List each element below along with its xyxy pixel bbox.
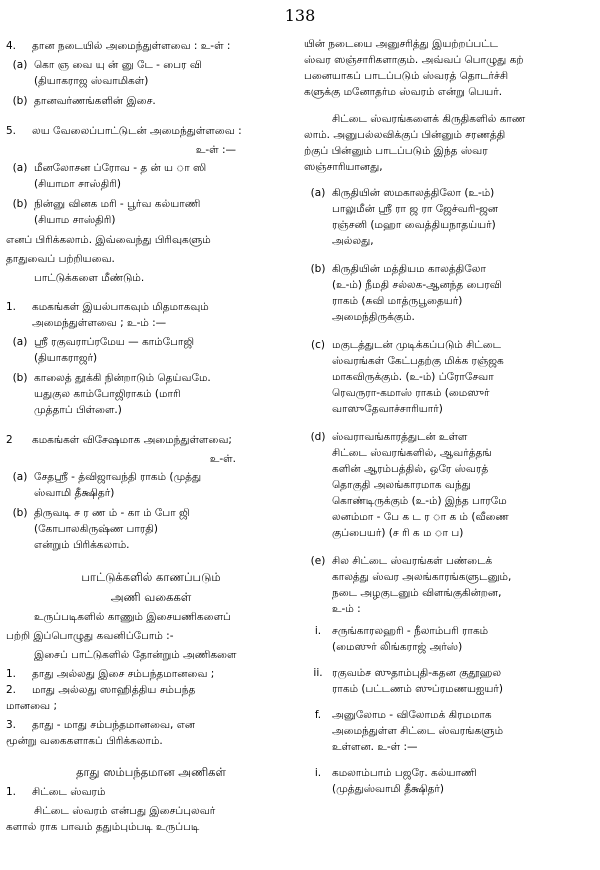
item-marker: (b) xyxy=(12,95,28,107)
composer-text: (தியாகராஜ ஸ்வாமிகள்) xyxy=(34,75,149,87)
item-marker: i. xyxy=(314,625,322,637)
list-text: உள்ளன. உ-ள் :— xyxy=(332,741,418,753)
example-item xyxy=(6,196,296,228)
paragraph-line: இசைப் பாட்டுகளில் தோன்றும் அணிகளை xyxy=(34,649,237,661)
item-marker: (a) xyxy=(310,187,326,199)
composer-text: (தியாகராஜர்) xyxy=(34,352,98,364)
section-heading: லய வேலைப்பாட்டுடன் அமைந்துள்ளவை : xyxy=(32,125,242,137)
paragraph-line: பற்றி இப்பொழுது கவனிப்போம் :- xyxy=(6,630,174,642)
list-item xyxy=(304,261,594,325)
section-number: 5. xyxy=(6,125,17,137)
list-item xyxy=(304,553,594,617)
composer-text: முத்தாப் பிள்ளை.) xyxy=(34,404,122,416)
left-column xyxy=(6,36,296,838)
example-text: என்றும் பிரிக்கலாம். xyxy=(34,539,130,551)
subsection-title: சிட்டை ஸ்வரம் xyxy=(32,786,106,798)
list-text: சருங்காரலஹரி - நீலாம்பரி ராகம் xyxy=(332,625,489,637)
list-text: மூன்று வகைகளாகப் பிரிக்கலாம். xyxy=(6,735,163,747)
list-item xyxy=(6,717,296,733)
list-text: (முத்துஸ்வாமி தீக்ஷிதர்) xyxy=(332,783,444,795)
example-label: உ-ள் :— xyxy=(195,144,236,156)
item-marker: (d) xyxy=(310,431,326,443)
section-heading: கமகங்கள் விசேஷமாக அமைந்துள்ளவை; xyxy=(32,434,232,446)
example-label: உ-ள். xyxy=(209,453,236,465)
paragraph-line: எனப் பிரிக்கலாம். இவ்வைந்து பிரிவுகளும் xyxy=(6,234,211,246)
list-text: தாது அல்லது இசை சம்பந்தமானவை ; xyxy=(32,668,215,680)
section-heading: கமகங்கள் இயல்பாகவும் மிதமாகவும் xyxy=(32,301,209,313)
item-marker: (b) xyxy=(12,198,28,210)
paragraph-line: பாட்டுக்களை மீண்டும். xyxy=(34,272,145,284)
section-number: 2 xyxy=(6,434,13,446)
paragraph-line: ஸ்வர ஸஞ்சாரிகளாகும். அவ்வப் பொழுது கற் xyxy=(304,54,524,66)
paragraph-line: களால் ராக பாவம் ததும்பும்படி உருப்படி xyxy=(6,821,200,833)
list-text: ராகம் (சுவி மாத்ருபூதையர்) xyxy=(332,295,463,307)
example-text: கொ ஞ வை யு ன் னு டே - பைர வி xyxy=(34,59,202,71)
list-text: (மைஸுர் லிங்கராஜ் அர்ஸ்) xyxy=(332,641,463,653)
composer-text: (சியாம சாஸ்திரி) xyxy=(34,214,116,226)
section-title: தாது ஸம்பந்தமான அணிகள் xyxy=(76,765,226,779)
list-item xyxy=(304,185,594,249)
list-text: சில சிட்டை ஸ்வரங்கள் பண்டைக் xyxy=(332,555,493,567)
composer-text: (சியாமா சாஸ்திரி) xyxy=(34,178,121,190)
composer-text: (கோபாலகிருஷ்ண பாரதி) xyxy=(34,523,158,535)
list-text: கிருதியின் ஸமகாலத்திலோ (உ-ம்) xyxy=(332,187,495,199)
right-column xyxy=(304,36,594,803)
category-1 xyxy=(6,299,296,331)
list-number: 2. xyxy=(6,684,17,696)
list-text: அனுலோம - விலோமக் கிரமமாக xyxy=(332,709,492,721)
example-text: ஸ்ரீ ரகுவராப்ரமேய — காம்போஜி xyxy=(34,336,195,348)
list-text: ராகம் (பட்டணம் ஸுப்ரமணயஐயர்) xyxy=(332,683,503,695)
list-text: சிட்டை ஸ்வரங்களில், ஆவர்த்தங் xyxy=(332,447,492,459)
item-marker: (b) xyxy=(12,372,28,384)
example-text: நின்னு வினக மரி - பூர்வ கல்யாணி xyxy=(34,198,201,210)
section-title: அணி வகைகள் xyxy=(110,590,192,604)
list-text: (உ-ம்) நீமதி சல்லக-ஆனந்த பைரவி xyxy=(332,279,502,291)
item-marker: f. xyxy=(314,709,322,721)
example-item xyxy=(6,334,296,366)
example-text: மீனலோசன ப்ரோவ - த ன் ய ா ஸி xyxy=(34,162,207,174)
section-number: 1. xyxy=(6,301,17,313)
list-text: கிருதியின் மத்தியம காலத்திலோ xyxy=(332,263,486,275)
list-number: 1. xyxy=(6,668,17,680)
section-heading: அமைந்துள்ளவை ; உ-ம் :— xyxy=(32,317,167,329)
section-number: 1. xyxy=(6,786,17,798)
composer-text: ஸ்வாமி தீக்ஷிதர்) xyxy=(34,487,115,499)
paragraph-line: சிட்டை ஸ்வரம் என்பது இசைப்புலவர் xyxy=(34,805,216,817)
item-marker: (e) xyxy=(310,555,326,567)
section-heading: தான நடையில் அமைந்துள்ளவை : உ-ள் : xyxy=(32,40,231,52)
list-item xyxy=(304,707,594,755)
item-marker: (a) xyxy=(12,336,28,348)
example-text: சேதஸ்ரீ - த்விஜாவந்தி ராகம் (முத்து xyxy=(34,471,202,483)
list-text: கமலாம்பாம் பஜரே. கல்யாணி xyxy=(332,767,477,779)
list-text: அல்லது, xyxy=(332,235,374,247)
list-text: ரெவருரா-கமாஸ் ராகம் (மைஸுர் xyxy=(332,387,490,399)
list-text: ரஞ்சனி (மஹா வைத்தியநாதய்யர்) xyxy=(332,219,496,231)
list-text: குப்பையர்) (ச ரி க ம ா ப) xyxy=(332,527,464,539)
paragraph-line: யின் நடையை அனுசரித்து இயற்றப்பட்ட xyxy=(304,38,498,50)
item-marker: ii. xyxy=(313,667,323,679)
list-text: அமைந்துள்ள சிட்டை ஸ்வரங்களும் xyxy=(332,725,504,737)
item-marker: (a) xyxy=(12,471,28,483)
example-text: தானவர்ணங்களின் இசை. xyxy=(34,95,156,107)
page-number: 138 xyxy=(284,6,316,25)
list-item xyxy=(304,337,594,417)
list-item xyxy=(304,429,594,541)
list-item xyxy=(6,666,296,682)
example-item xyxy=(6,469,296,501)
example-item xyxy=(6,160,296,192)
example-item xyxy=(6,57,296,89)
list-text: கொண்டிருக்கும் (உ-ம்) இந்த பாரமே xyxy=(332,495,507,507)
example-item xyxy=(6,93,296,109)
example-text: காலைத் தூக்கி நின்றாடும் தெய்வமே. xyxy=(34,372,211,384)
list-item xyxy=(6,682,296,698)
section-5 xyxy=(6,123,296,139)
section-title: பாட்டுக்களில் காணப்படும் xyxy=(81,570,221,584)
list-text: மானவை ; xyxy=(6,700,57,712)
list-number: 3. xyxy=(6,719,17,731)
list-text: ஸ்வரங்கள் கேட்பதற்கு மிக்க ரஞ்ஜக xyxy=(332,355,504,367)
list-item xyxy=(304,623,594,655)
list-text: உ-ம் : xyxy=(332,603,361,615)
list-text: தாது - மாது சம்பந்தமானவை, என xyxy=(32,719,196,731)
paragraph-line: உருப்படிகளில் காணும் இசையணிகளைப் xyxy=(34,611,231,623)
category-2 xyxy=(6,432,296,448)
example-text: திருவடி ச ர ண ம் - கா ம் போ ஜி xyxy=(34,507,190,519)
list-text: பாலுமீன் ஸ்ரீ ரா ஜ ரா ஜேச்வரி-ஜன xyxy=(332,203,499,215)
paragraph-line: தாதுவைப் பற்றியவை. xyxy=(6,253,115,265)
list-text: நடை அழகுடனும் விளங்குகின்றன, xyxy=(332,587,502,599)
item-marker: (c) xyxy=(311,339,325,351)
list-text: களின் ஆரம்பத்தில், ஒரே ஸ்வரத் xyxy=(332,463,489,475)
list-text: ரகுவம்ச ஸுதாம்புதி-கதன குதூஹல xyxy=(332,667,502,679)
list-text: மகுடத்துடன் முடிக்கப்படும் சிட்டை xyxy=(332,339,502,351)
item-marker: (b) xyxy=(12,507,28,519)
item-marker: (b) xyxy=(310,263,326,275)
paragraph-line: பனையாகப் பாடப்படும் ஸ்வரத் தொடர்ச்சி xyxy=(304,70,509,82)
list-item xyxy=(304,765,594,797)
paragraph-line: களுக்கு மனோதர்ம ஸ்வரம் என்று பெயர். xyxy=(304,86,503,98)
list-text: ஸ்வராவங்காரத்துடன் உள்ள xyxy=(332,431,468,443)
list-text: காலத்து ஸ்வர அலங்காரங்களுடனும், xyxy=(332,571,512,583)
section-4 xyxy=(6,38,296,54)
paragraph-line: லாம். அனுபல்லவிக்குப் பின்னும் சரணத்தி xyxy=(304,129,506,141)
list-text: தொகுதி அலங்காரமாக வந்து xyxy=(332,479,471,491)
example-item xyxy=(6,370,296,418)
list-text: மாது அல்லது ஸாஹித்திய சம்பந்த xyxy=(32,684,196,696)
list-text: மாகவிருக்கும். (உ-ம்) ப்ரோசேவா xyxy=(332,371,494,383)
list-item xyxy=(304,665,594,697)
section-number: 4. xyxy=(6,40,17,52)
subsection xyxy=(6,784,296,800)
list-text: அமைந்திருக்கும். xyxy=(332,311,415,323)
paragraph-line: ஸஞ்சாரியானது, xyxy=(304,161,383,173)
list-text: லனம்மா - பே க ட ர ா க ம் (வீணை xyxy=(332,511,509,523)
item-marker: (a) xyxy=(12,59,28,71)
paragraph-line: சிட்டை ஸ்வரங்களைக் கிருதிகளில் காண xyxy=(332,113,526,125)
example-item xyxy=(6,505,296,553)
item-marker: (a) xyxy=(12,162,28,174)
list-text: வாஸுதேவாச்சாரியார்) xyxy=(332,403,443,415)
paragraph-line: ற்குப் பின்னும் பாடப்படும் இந்த ஸ்வர xyxy=(304,145,488,157)
example-text: யதுகுல காம்போஜிராகம் (மாரி xyxy=(34,388,181,400)
item-marker: i. xyxy=(314,767,322,779)
